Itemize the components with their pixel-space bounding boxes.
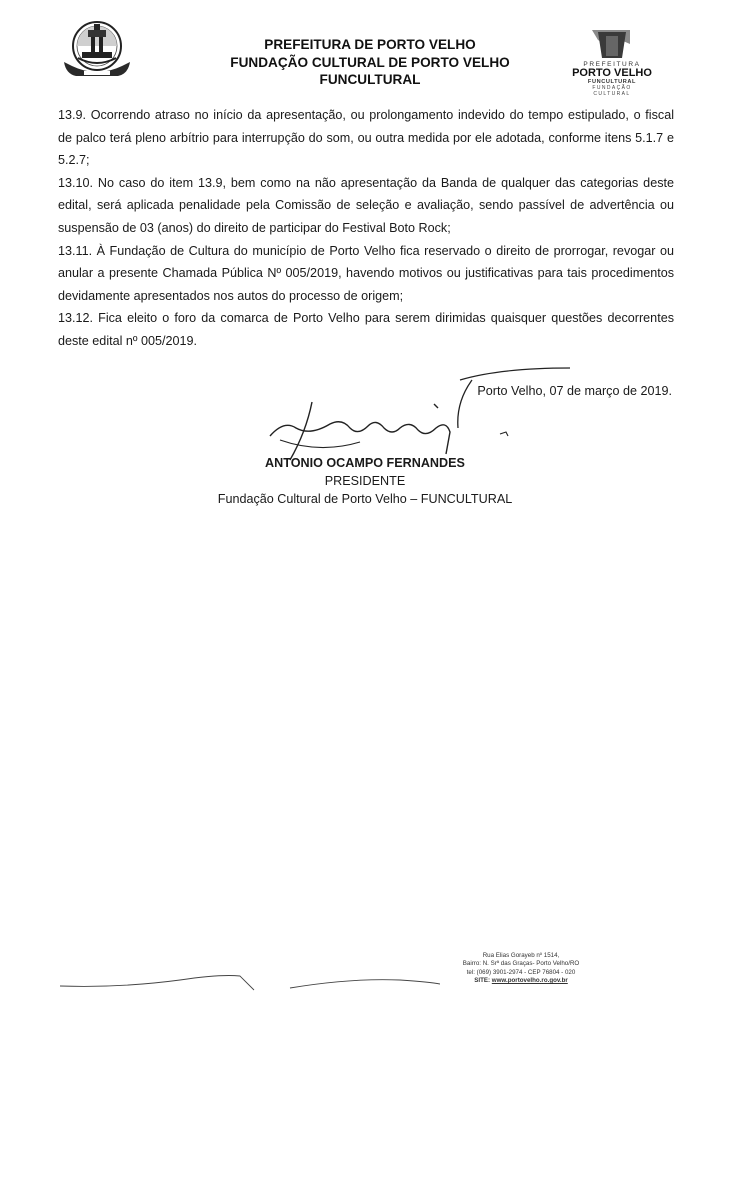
footer-phone-cep: tel: (069) 3901-2974 - CEP 76804 - 020 [466,968,576,976]
footer-district: Bairro: N. Srª das Graças- Porto Velho/RO [462,960,580,968]
clause-13-11: 13.11. À Fundação de Cultura do município de Porto Velho fica reservado o direito de prorrogar, revogar ou anular a presente Chamada Pública Nº 005/2019, havendo motivos ou justificativas para tais procedimentos devidamente apresentados nos autos do processo de origem; [58,243,674,303]
document-header [150,36,590,89]
date-line: Porto Velho, 07 de março de 2019. [477,384,672,398]
signatory-title: PRESIDENTE [324,474,406,488]
signatory-name: ANTONIO OCAMPO FERNANDES [265,456,465,470]
header-line-funcultural: FUNCULTURAL [319,72,421,87]
footer-address [436,952,606,986]
header-line-fundacao: FUNDAÇÃO CULTURAL DE PORTO VELHO [230,54,510,70]
footer-street: Rua Elias Gorayeb nº 1514, [482,952,560,959]
header-line-prefeitura: PREFEITURA DE PORTO VELHO [264,37,476,52]
logo-funcultural-text: FUNCULTURAL [587,79,637,85]
logo-prefeitura-text: PREFEITURA [583,61,641,68]
document-body [58,104,674,353]
clause-13-12: 13.12. Fica eleito o foro da comarca de Porto Velho para serem dirimidas quaisquer questões decorrentes deste edital nº 005/2019. [58,311,674,348]
clause-13-10: 13.10. No caso do item 13.9, bem como na não apresentação da Banda de qualquer das categorias deste edital, será aplicada penalidade pela Comissão de seleção e avaliação, sendo passível de advertência ou suspensão de 03 (anos) do direito de participar do Festival Boto Rock; [58,175,674,235]
signature-block [130,454,600,508]
funcultural-logo [568,26,656,100]
footer-site [436,977,606,985]
footer-decorative-wave [60,964,440,998]
footer-site-label: SITE: [474,977,491,985]
logo-cultural-text: CULTURAL [593,91,631,97]
municipal-crest-logo [58,16,136,82]
logo-porto-velho-text: PORTO VELHO [572,67,652,79]
logo-fundacao-text: FUNDAÇÃO [592,85,632,91]
signatory-organization: Fundação Cultural de Porto Velho – FUNCULTURAL [217,492,513,506]
footer-site-link[interactable]: www.portovelho.ro.gov.br [491,977,568,985]
clause-13-9: 13.9. Ocorrendo atraso no início da apresentação, ou prolongamento indevido do tempo estipulado, o fiscal de palco terá pleno arbítrio para interrupção do som, ou outra medida por ele adotada, conforme itens 5.1.7 e 5.2.7; [58,108,674,168]
